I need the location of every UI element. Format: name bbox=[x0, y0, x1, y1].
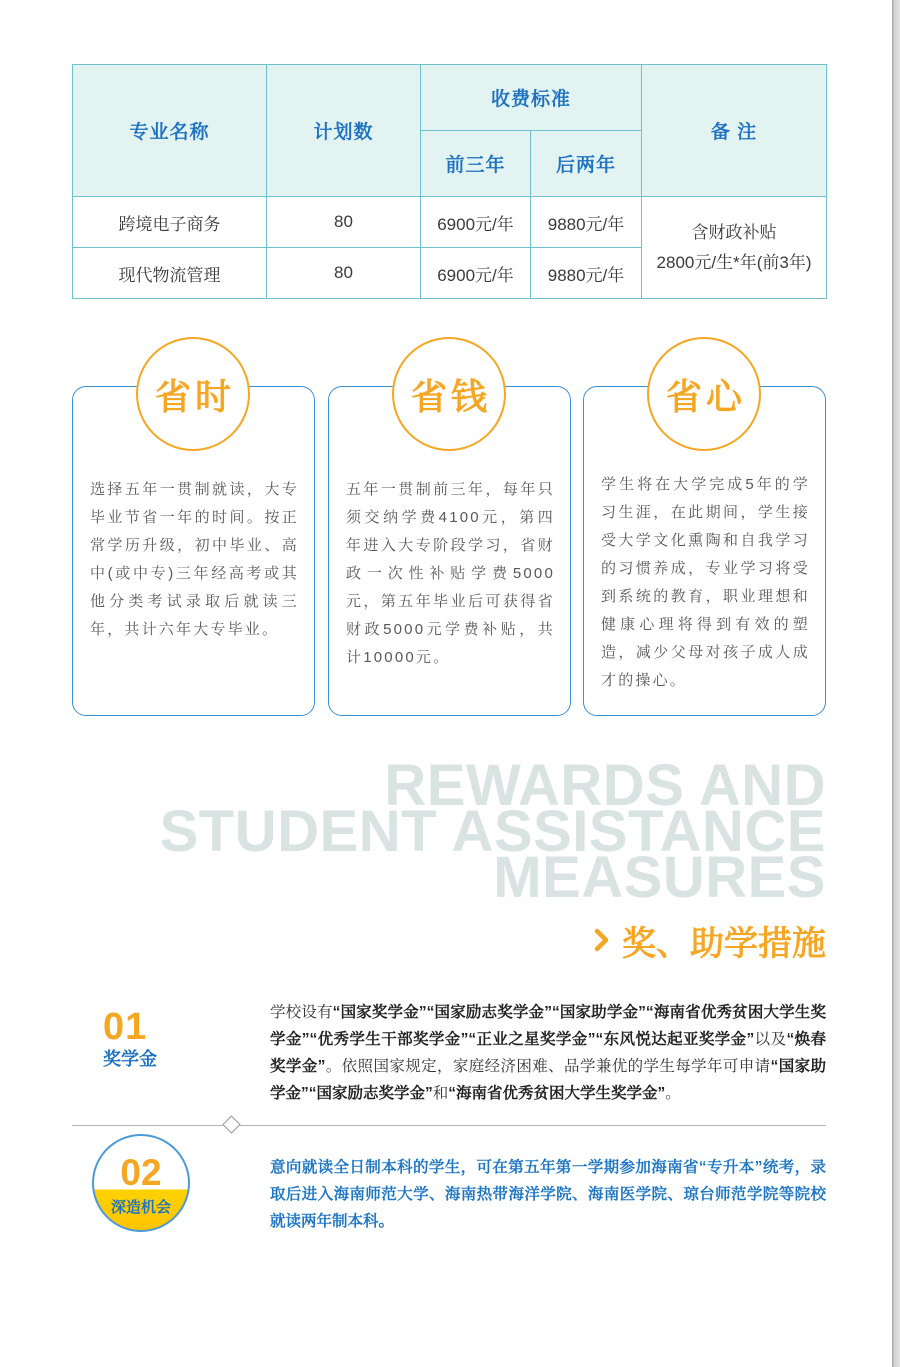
cell-note bbox=[642, 197, 827, 299]
description-text: 。 bbox=[665, 1085, 681, 1102]
cell-major: 跨境电子商务 bbox=[73, 197, 267, 248]
further-study-description: 意向就读全日制本科的学生，可在第五年第一学期参加海南省“专升本”统考，录取后进入海南师范大学、海南热带海洋学院、海南医学院、琼台师范学院等院校就读两年制本科。 bbox=[270, 1159, 826, 1230]
card-title-badge: 省钱 bbox=[392, 337, 506, 451]
watermark-line: STUDENT ASSISTANCE bbox=[159, 799, 826, 864]
note-line: 含财政补贴 bbox=[691, 222, 777, 242]
cell-plan-count: 80 bbox=[267, 248, 421, 299]
card-description: 五年一贯制前三年，每年只须交纳学费4100元，第四年进入大专阶段学习，省财政一次性补贴学费5000元，第五年毕业后可获得省财政5000元学费补贴，共计10000元。 bbox=[346, 481, 555, 666]
page-edge bbox=[892, 0, 900, 1367]
header-plan-count: 计划数 bbox=[267, 65, 421, 197]
description-text: 。依照国家规定，家庭经济困难、品学兼优的学生每学年可申请 bbox=[325, 1058, 771, 1075]
section-title-text: 奖、助学措施 bbox=[622, 924, 826, 963]
cell-major: 现代物流管理 bbox=[73, 248, 267, 299]
further-study-badge bbox=[92, 1134, 190, 1232]
cell-first-three-fee: 6900元/年 bbox=[421, 197, 531, 248]
cell-last-two-fee: 9880元/年 bbox=[531, 197, 642, 248]
item-label: 奖学金 bbox=[103, 1049, 157, 1069]
section-title bbox=[594, 921, 826, 963]
cell-plan-count: 80 bbox=[267, 197, 421, 248]
award-name-highlight: “国家奖学金”“国家励志奖学金”“国家助学金”“海南省优秀贫困大学生奖学金”“优秀学生干部奖学金”“正业之星奖学金”“东风悦达起亚奖学金” bbox=[270, 1004, 826, 1048]
english-watermark-heading bbox=[159, 753, 826, 910]
header-major: 专业名称 bbox=[73, 65, 267, 197]
award-name-highlight: “国家助学金”“国家励志奖学金” bbox=[270, 1058, 826, 1102]
award-name-highlight: “焕春奖学金” bbox=[270, 1031, 826, 1075]
header-note: 备 注 bbox=[642, 65, 827, 197]
header-fee-standard: 收费标准 bbox=[421, 65, 642, 131]
item-number: 01 bbox=[103, 1006, 148, 1048]
table-header-row bbox=[73, 65, 827, 131]
description-text: 和 bbox=[432, 1085, 449, 1102]
header-first-three-years: 前三年 bbox=[421, 131, 531, 197]
divider-line bbox=[72, 1125, 826, 1126]
description-text: 学校设有 bbox=[270, 1004, 333, 1021]
card-description: 学生将在大学完成5年的学习生涯，在此期间，学生接受大学文化熏陶和自我学习的习惯养成，专业学习将受到系统的教育，职业理想和健康心理将得到有效的塑造，减少父母对孩子成人成才的操心。 bbox=[601, 476, 810, 689]
description-text: 以及 bbox=[754, 1031, 787, 1048]
cell-last-two-fee: 9880元/年 bbox=[531, 248, 642, 299]
card-title-badge: 省心 bbox=[647, 337, 761, 451]
note-line: 2800元/生*年(前3年) bbox=[656, 252, 812, 272]
scholarship-description bbox=[270, 999, 826, 1107]
item-label: 深造机会 bbox=[110, 1199, 171, 1216]
item-number: 02 bbox=[120, 1152, 162, 1193]
chevron-right-icon bbox=[594, 928, 610, 952]
header-last-two-years: 后两年 bbox=[531, 131, 642, 197]
watermark-line: REWARDS AND bbox=[384, 753, 826, 818]
table-row bbox=[73, 197, 827, 248]
watermark-line: MEASURES bbox=[493, 845, 826, 910]
tuition-table bbox=[72, 64, 827, 299]
diamond-icon bbox=[222, 1115, 240, 1133]
cell-first-three-fee: 6900元/年 bbox=[421, 248, 531, 299]
award-name-highlight: “海南省优秀贫困大学生奖学金” bbox=[448, 1085, 666, 1102]
card-description: 选择五年一贯制就读，大专毕业节省一年的时间。按正常学历升级，初中毕业、高中(或中专)三年经高考或其他分类考试录取后就读三年，共计六年大专毕业。 bbox=[90, 481, 299, 638]
card-title-badge: 省时 bbox=[136, 337, 250, 451]
